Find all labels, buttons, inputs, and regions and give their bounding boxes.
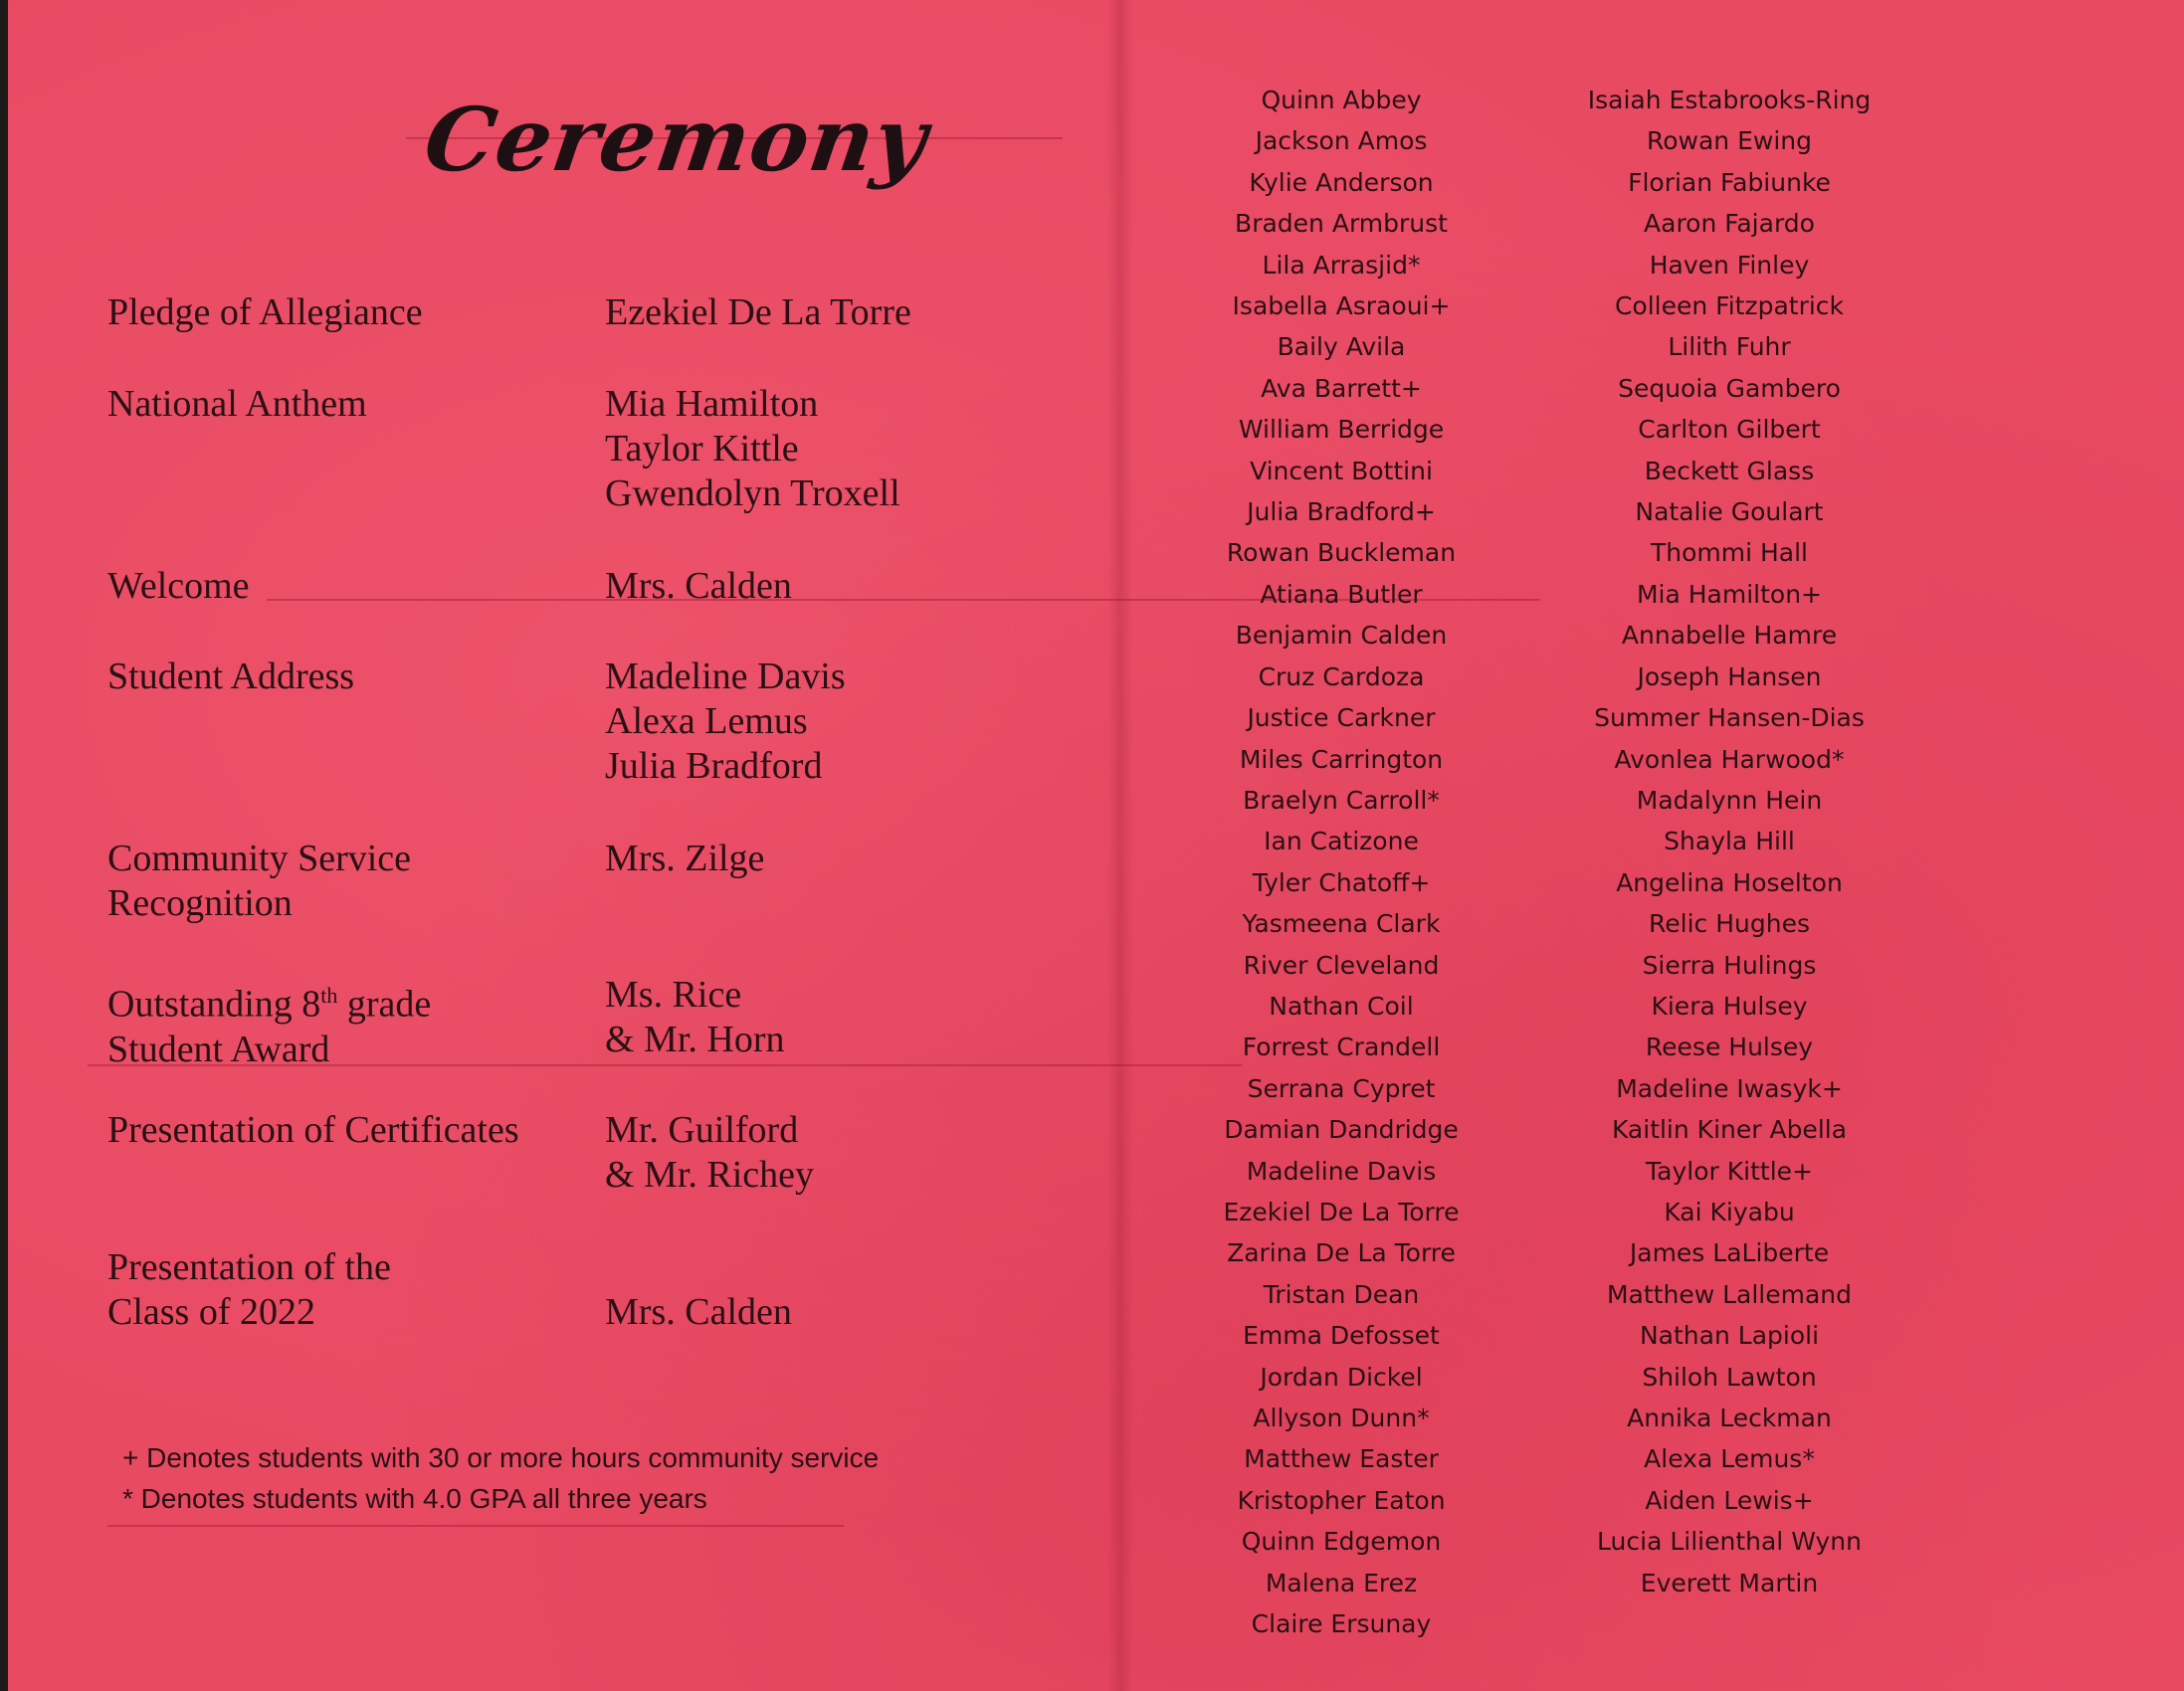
program-item: Presentation of the Class of 2022 — [107, 1246, 391, 1333]
student-name: Natalie Goulart — [1635, 497, 1824, 527]
legend-notes — [122, 1437, 938, 1519]
student-name: Shiloh Lawton — [1642, 1362, 1817, 1392]
program-item: National Anthem — [107, 383, 367, 425]
program-item: Welcome — [107, 565, 250, 607]
program-presenters: Mrs. Calden — [605, 1291, 792, 1333]
student-name: Claire Ersunay — [1251, 1609, 1432, 1639]
student-name: Haven Finley — [1649, 250, 1810, 280]
student-name: Serrana Cypret — [1247, 1073, 1436, 1103]
student-name: Rowan Ewing — [1646, 126, 1812, 156]
student-name: Cruz Cardoza — [1258, 661, 1425, 691]
student-name: Lila Arrasjid* — [1262, 250, 1421, 280]
student-name: Miles Carrington — [1239, 744, 1444, 774]
student-name: Isaiah Estabrooks-Ring — [1587, 86, 1872, 114]
student-name: Aaron Fajardo — [1644, 209, 1815, 239]
program-item: Outstanding 8th grade Student Award — [107, 983, 432, 1070]
student-name: Benjamin Calden — [1235, 621, 1448, 651]
student-name: Thommi Hall — [1650, 538, 1809, 568]
student-name: Kai Kiyabu — [1664, 1197, 1795, 1226]
student-name: Tristan Dean — [1263, 1279, 1420, 1309]
student-name: Kaitlin Kiner Abella — [1611, 1115, 1848, 1145]
program-presenters: Mrs. Zilge — [605, 838, 765, 879]
student-name: Sierra Hulings — [1642, 950, 1817, 980]
student-name: Mia Hamilton+ — [1636, 579, 1823, 609]
student-name: Kylie Anderson — [1249, 167, 1434, 197]
student-name: Atiana Butler — [1260, 579, 1423, 609]
student-name: Kristopher Eaton — [1237, 1485, 1446, 1515]
student-name: Ava Barrett+ — [1261, 373, 1422, 403]
student-name: Colleen Fitzpatrick — [1614, 291, 1845, 321]
student-name: Ezekiel De La Torre — [1223, 1197, 1460, 1226]
student-name: River Cleveland — [1243, 950, 1440, 980]
student-name: Aiden Lewis+ — [1645, 1485, 1814, 1515]
student-name: Madeline Davis — [1246, 1156, 1437, 1186]
student-name: Tyler Chatoff+ — [1252, 867, 1431, 897]
student-name: William Berridge — [1238, 415, 1445, 445]
student-name: James LaLiberte — [1629, 1238, 1830, 1268]
student-name: Matthew Easter — [1244, 1444, 1439, 1474]
student-name: Emma Defosset — [1243, 1321, 1440, 1351]
student-name: Summer Hansen-Dias — [1594, 703, 1865, 733]
student-name: Rowan Buckleman — [1226, 538, 1457, 568]
program-row — [107, 1245, 1102, 1335]
student-name: Forrest Crandell — [1242, 1033, 1441, 1062]
student-name: Alexa Lemus* — [1644, 1444, 1815, 1474]
program-row — [107, 564, 1102, 609]
program-presenters: Mia Hamilton Taylor Kittle Gwendolyn Troxell — [605, 383, 900, 514]
student-name: Baily Avila — [1277, 332, 1406, 362]
program-row — [107, 290, 1102, 335]
student-name: Yasmeena Clark — [1242, 909, 1441, 939]
program-row — [107, 1108, 1102, 1198]
program-item: Student Address — [107, 656, 355, 697]
community-service-note: + Denotes students with 30 or more hours community service — [122, 1442, 880, 1473]
student-name: Damian Dandridge — [1224, 1115, 1459, 1145]
program-item: Pledge of Allegiance — [107, 291, 423, 333]
student-name: Nathan Lapioli — [1639, 1321, 1820, 1351]
student-names-column-2 — [1520, 80, 1938, 1603]
program-presenters: Ezekiel De La Torre — [605, 291, 911, 333]
student-name: Jordan Dickel — [1260, 1362, 1423, 1392]
student-name: Justice Carkner — [1247, 703, 1436, 733]
student-name: Allyson Dunn* — [1253, 1404, 1430, 1432]
student-name: Vincent Bottini — [1250, 456, 1433, 485]
program-row — [107, 382, 1102, 516]
student-name: Quinn Abbey — [1261, 86, 1422, 114]
student-name: Reese Hulsey — [1645, 1033, 1814, 1062]
student-name: Zarina De La Torre — [1227, 1238, 1456, 1268]
program-item: Presentation of Certificates — [107, 1109, 519, 1151]
program-presenters: Madeline Davis Alexa Lemus Julia Bradford — [605, 656, 846, 787]
student-name: Sequoia Gambero — [1618, 373, 1841, 403]
ceremony-heading: Ceremony — [418, 88, 934, 191]
student-name: Joseph Hansen — [1637, 661, 1822, 691]
student-name: Angelina Hoselton — [1616, 867, 1843, 897]
student-name: Nathan Coil — [1269, 991, 1414, 1021]
student-name: Everett Martin — [1640, 1568, 1819, 1597]
student-name: Annika Leckman — [1627, 1404, 1832, 1432]
student-name: Malena Erez — [1265, 1568, 1418, 1597]
center-fold — [1107, 0, 1133, 1691]
student-name: Lucia Lilienthal Wynn — [1597, 1527, 1862, 1557]
student-name: Julia Bradford+ — [1247, 497, 1436, 527]
student-name: Isabella Asraoui+ — [1232, 291, 1451, 321]
student-name: Relic Hughes — [1649, 909, 1810, 939]
student-name: Florian Fabiunke — [1628, 167, 1831, 197]
student-name: Lilith Fuhr — [1668, 332, 1791, 362]
program-presenters: Mrs. Calden — [605, 565, 792, 607]
student-name: Braelyn Carroll* — [1243, 785, 1440, 815]
program-row — [107, 973, 1102, 1072]
program-presenters: Ms. Rice & Mr. Horn — [605, 974, 785, 1060]
student-names-column-1 — [1142, 80, 1540, 1644]
student-name: Taylor Kittle+ — [1646, 1156, 1813, 1186]
student-name: Madalynn Hein — [1636, 785, 1823, 815]
student-name: Madeline Iwasyk+ — [1616, 1073, 1843, 1103]
student-name: Kiera Hulsey — [1651, 991, 1808, 1021]
student-name: Matthew Lallemand — [1606, 1279, 1853, 1309]
student-name: Ian Catizone — [1264, 827, 1419, 856]
program-presenters: Mr. Guilford & Mr. Richey — [605, 1109, 815, 1196]
program-item: Community Service Recognition — [107, 838, 412, 924]
program-row — [107, 837, 1102, 926]
gpa-note: * Denotes students with 4.0 GPA all three years — [122, 1483, 707, 1514]
program-sheet — [8, 0, 2184, 1691]
student-name: Annabelle Hamre — [1621, 621, 1838, 651]
student-name: Quinn Edgemon — [1241, 1527, 1442, 1557]
student-name: Shayla Hill — [1664, 827, 1795, 856]
student-name: Carlton Gilbert — [1638, 415, 1821, 445]
student-name: Braden Armbrust — [1235, 209, 1448, 239]
student-name: Beckett Glass — [1644, 456, 1815, 485]
student-name: Avonlea Harwood* — [1614, 744, 1845, 774]
student-name: Jackson Amos — [1255, 126, 1428, 156]
program-row — [107, 655, 1102, 789]
